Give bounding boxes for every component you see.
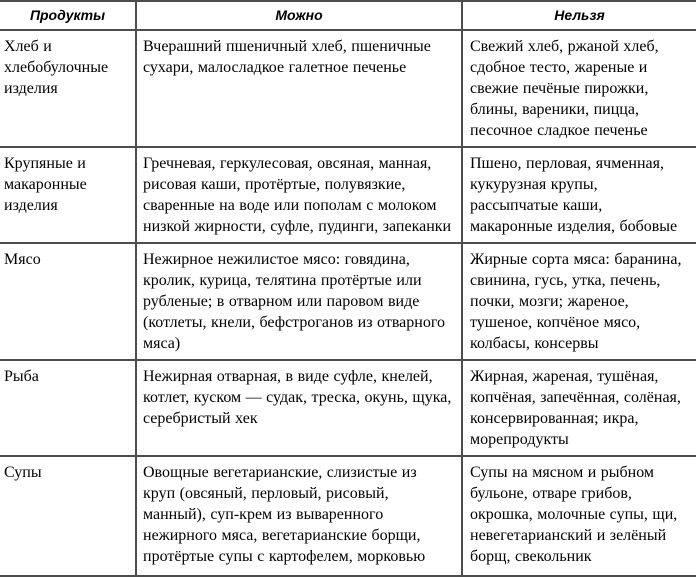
forbidden-cell: Супы на мясном и рыбном бульоне, отваре грибов, окрошка, молочные супы, щи, невегетарианский и зелёный борщ, свекольник [462,456,696,576]
table-row [0,456,696,576]
allowed-cell: Нежирная отварная, в виде суфле, кнелей, котлет, куском — судак, треска, окунь, щука, серебристый хек [136,360,462,456]
forbidden-cell: Жирная, жареная, тушёная, копчёная, запечённая, солёная, консервированная; икра, морепродукты [462,360,696,456]
allowed-cell: Нежирное нежилистое мясо: говядина, кролик, курица, телятина протёртые или рубленые; в отварном или паровом виде (котлеты, кнели, бефстроганов из отварного мяса) [136,243,462,360]
product-cell: Рыба [0,360,136,456]
allowed-cell: Гречневая, геркулесовая, овсяная, манная, рисовая каши, протёртые, полувязкие, сваренные на воде или пополам с молоком низкой жирности, суфле, пудинги, запеканки [136,147,462,243]
table-row [0,147,696,243]
table-row [0,243,696,360]
product-cell: Хлеб и хлебобулочные изделия [0,30,136,147]
column-header-allowed: Можно [136,1,462,30]
column-header-forbidden: Нельзя [462,1,696,30]
table-row [0,30,696,147]
forbidden-cell: Свежий хлеб, ржаной хлеб, сдобное тесто, жареные и свежие печёные пирожки, блины, вареники, пицца, песочное сладкое печенье [462,30,696,147]
column-header-products: Продукты [0,1,136,30]
product-cell: Мясо [0,243,136,360]
product-cell: Супы [0,456,136,576]
product-cell: Крупяные и макаронные изделия [0,147,136,243]
table-row [0,360,696,456]
allowed-cell: Вчерашний пшеничный хлеб, пшеничные сухари, малосладкое галетное печенье [136,30,462,147]
allowed-cell: Овощные вегетарианские, слизистые из круп (овсяный, перловый, рисовый, манный), суп-крем из вываренного нежирного мяса, вегетарианские борщи, протёртые супы с картофелем, морковью [136,456,462,576]
table-header-row [0,1,696,30]
forbidden-cell: Жирные сорта мяса: баранина, свинина, гусь, утка, печень, почки, мозги; жареное, тушеное, копчёное мясо, колбасы, консервы [462,243,696,360]
forbidden-cell: Пшено, перловая, ячменная, кукурузная крупы, рассыпчатые каши, макаронные изделия, бобовые [462,147,696,243]
